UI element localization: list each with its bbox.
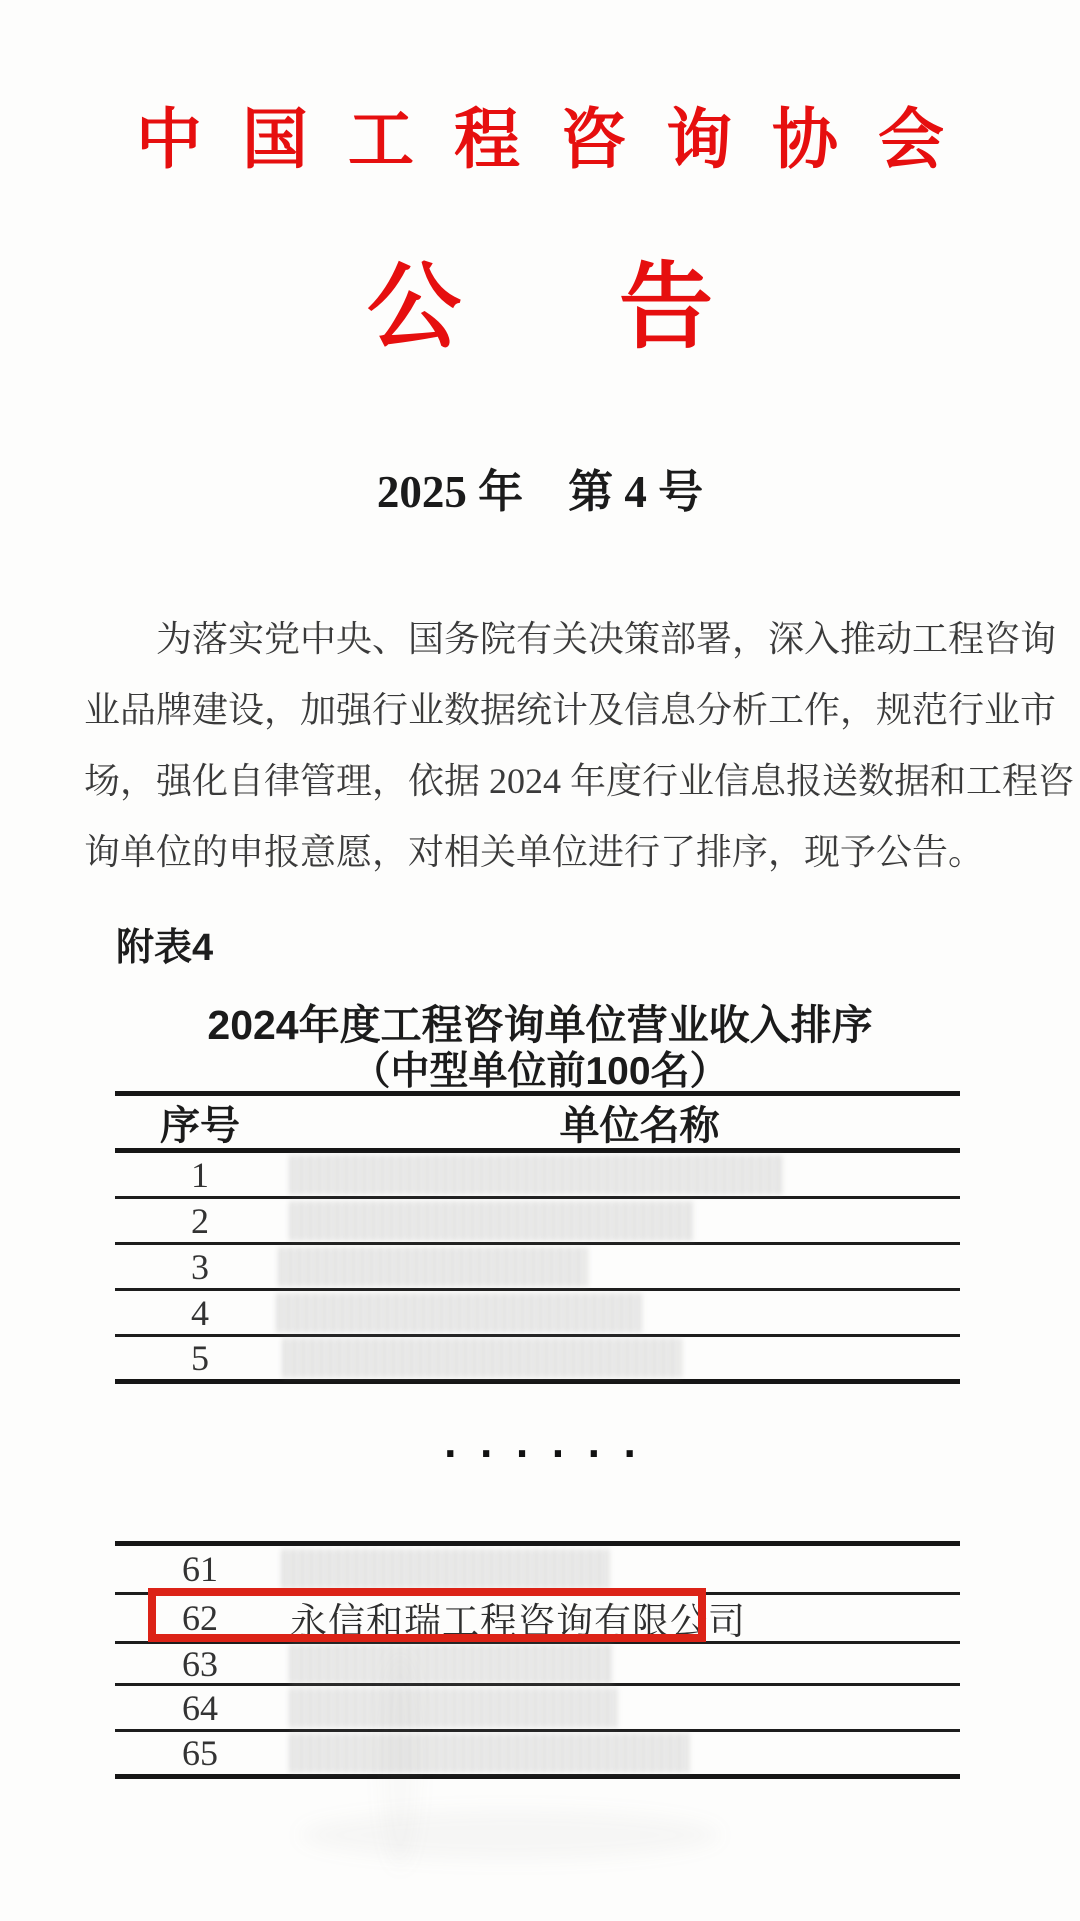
- scan-artifact: [300, 1810, 720, 1860]
- rank-value: 62: [182, 1598, 218, 1638]
- redacted-company-name: [290, 1155, 782, 1195]
- paragraph-line: 场，强化自律管理，依据 2024 年度行业信息报送数据和工程咨: [84, 761, 1075, 801]
- ranking-table-top: [115, 1091, 960, 1384]
- table-row: [115, 1245, 960, 1291]
- redacted-company-name: [277, 1293, 642, 1333]
- redacted-company-name: [283, 1338, 681, 1378]
- issue-number: 2025 年 第 4 号: [376, 467, 704, 517]
- table-row: [115, 1291, 960, 1337]
- rank-value: 61: [182, 1549, 218, 1589]
- rank-value: 2: [191, 1200, 209, 1241]
- column-header-name: 单位名称: [559, 1103, 720, 1148]
- document-type-title: 公告: [366, 256, 871, 360]
- paragraph-line: 询单位的申报意愿，对相关单位进行了排序，现予公告。: [84, 832, 985, 872]
- organization-title: 中国工程咨询协会: [136, 104, 984, 177]
- redacted-company-name: [282, 1549, 610, 1589]
- attachment-label: 附表4: [116, 927, 214, 969]
- rank-value: 5: [191, 1338, 209, 1378]
- body-paragraph: [84, 604, 1075, 888]
- table-row: [115, 1644, 960, 1686]
- redacted-company-name: [279, 1247, 587, 1287]
- paragraph-line: 为落实党中央、国务院有关决策部署，深入推动工程咨询: [156, 619, 1057, 659]
- table-title: 2024年度工程咨询单位营业收入排序: [207, 1002, 873, 1048]
- rank-value: 63: [182, 1643, 218, 1684]
- table-subtitle: （中型单位前100名）: [351, 1050, 729, 1093]
- rank-value: 1: [191, 1154, 209, 1195]
- rank-value: 64: [182, 1687, 218, 1728]
- redacted-company-name: [290, 1733, 690, 1773]
- table-row: [115, 1337, 960, 1384]
- column-header-rank: 序号: [160, 1103, 240, 1148]
- rank-value: 4: [191, 1292, 209, 1333]
- paragraph-line: 业品牌建设，加强行业数据统计及信息分析工作，规范行业市: [84, 690, 1057, 730]
- table-row: [115, 1199, 960, 1245]
- company-name: 永信和瑞工程咨询有限公司: [290, 1602, 746, 1643]
- scan-artifact: [380, 1650, 420, 1870]
- redacted-company-name: [290, 1688, 618, 1728]
- table-header-row: [115, 1096, 960, 1153]
- table-row: [115, 1153, 960, 1199]
- redacted-company-name: [290, 1644, 613, 1684]
- highlight-box: [148, 1588, 706, 1642]
- table-row: [115, 1686, 960, 1732]
- table-row: [115, 1732, 960, 1779]
- rank-value: 3: [191, 1246, 209, 1287]
- redacted-company-name: [290, 1201, 695, 1241]
- ellipsis-separator: ······: [438, 1432, 655, 1476]
- ranking-table-bottom: [115, 1541, 960, 1779]
- rank-value: 65: [182, 1733, 218, 1773]
